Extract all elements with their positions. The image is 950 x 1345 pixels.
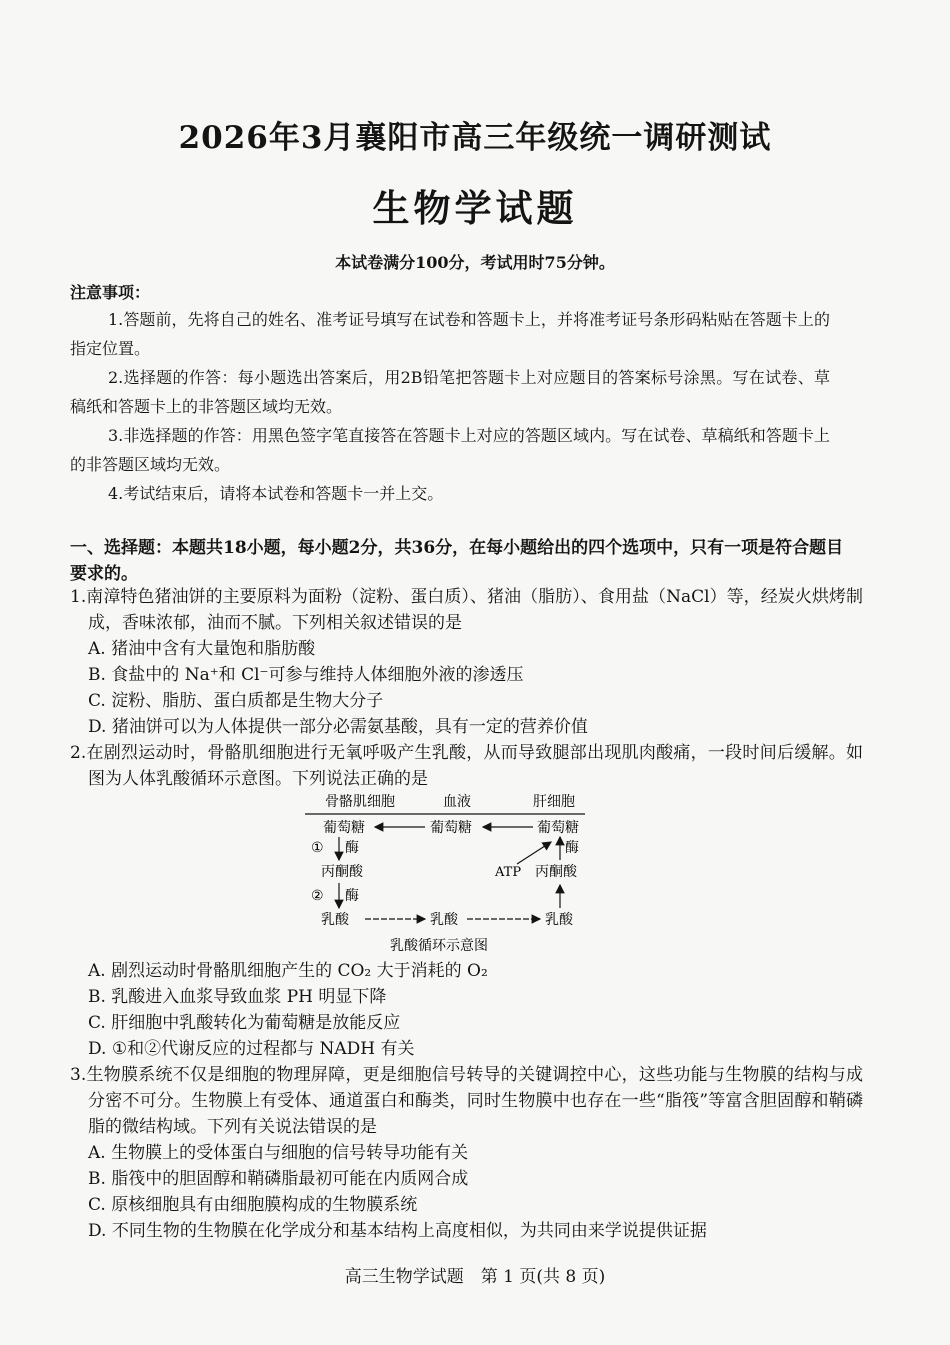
notice-item-1: 1.答题前，先将自己的姓名、准考证号填写在试卷和答题卡上，并将准考证号条形码粘贴在答题卡上的指定位置。: [70, 310, 830, 358]
section-heading: 一、选择题：本题共18小题，每小题2分，共36分，在每小题给出的四个选项中，只有一项是符合题目要求的。: [70, 538, 844, 584]
fig-col-liver: 肝细胞: [533, 794, 575, 810]
fig-col-blood: 血液: [443, 794, 471, 810]
notice-item-4: 4.考试结束后，请将本试卷和答题卡一并上交。: [108, 484, 444, 503]
page-footer: 高三生物学试题 第 1 页(共 8 页): [344, 1267, 606, 1287]
q2-option-d: D. ①和②代谢反应的过程都与 NADH 有关: [88, 1039, 415, 1059]
fig-arrow-atp: [517, 842, 551, 864]
fig-enzyme1: 酶: [345, 840, 359, 856]
q3-stem: 3.生物膜系统不仅是细胞的物理屏障，更是细胞信号转导的关键调控中心，这些功能与生物膜的结构与成分密不可分。生物膜上有受体、通道蛋白和酶类，同时生物膜中也存在一些“脂筏”等富含胆固醇和鞘磷脂的微结构域。下列有关说法错误的是: [70, 1065, 863, 1137]
fig-enzyme3: 酶: [565, 840, 579, 856]
q1-option-d: D. 猪油饼可以为人体提供一部分必需氨基酸，具有一定的营养价值: [88, 717, 588, 737]
notice-item-3: 3.非选择题的作答：用黑色签字笔直接答在答题卡上对应的答题区域内。写在试卷、草稿纸和答题卡上的非答题区域均无效。: [70, 426, 830, 474]
fig-step2: ②: [311, 888, 324, 904]
q3-option-a: A. 生物膜上的受体蛋白与细胞的信号转导功能有关: [88, 1143, 469, 1163]
fig-step1: ①: [311, 840, 324, 856]
fig-blood-glucose: 葡萄糖: [430, 820, 472, 836]
fig-liver-lactate: 乳酸: [545, 912, 573, 928]
exam-title: 2026年3月襄阳市高三年级统一调研测试: [178, 120, 772, 156]
fig-caption: 乳酸循环示意图: [390, 938, 488, 954]
q2-option-c: C. 肝细胞中乳酸转化为葡萄糖是放能反应: [88, 1013, 401, 1033]
fig-muscle-pyruvate: 丙酮酸: [321, 864, 363, 880]
fig-muscle-glucose: 葡萄糖: [323, 820, 365, 836]
fig-liver-glucose: 葡萄糖: [537, 820, 579, 836]
notice-item-2: 2.选择题的作答：每小题选出答案后，用2B铅笔把答题卡上对应题目的答案标号涂黑。写在试卷、草稿纸和答题卡上的非答题区域均无效。: [70, 368, 830, 416]
fig-atp: ATP: [495, 865, 522, 880]
lactate-cycle-diagram: [295, 790, 615, 960]
q3-option-b: B. 脂筏中的胆固醇和鞘磷脂最初可能在内质网合成: [88, 1169, 469, 1189]
subject-title: 生物学试题: [372, 186, 578, 230]
q2-option-a: A. 剧烈运动时骨骼肌细胞产生的 CO₂ 大于消耗的 O₂: [88, 961, 488, 981]
q1-option-a: A. 猪油中含有大量饱和脂肪酸: [88, 639, 316, 659]
fig-enzyme2: 酶: [345, 888, 359, 904]
fig-blood-lactate: 乳酸: [430, 912, 458, 928]
q2-option-b: B. 乳酸进入血浆导致血浆 PH 明显下降: [88, 987, 387, 1007]
fig-liver-pyruvate: 丙酮酸: [535, 864, 577, 880]
q2-stem: 2.在剧烈运动时，骨骼肌细胞进行无氧呼吸产生乳酸，从而导致腿部出现肌肉酸痛，一段时间后缓解。如图为人体乳酸循环示意图。下列说法正确的是: [70, 743, 863, 789]
q1-stem: 1.南漳特色猪油饼的主要原料为面粉（淀粉、蛋白质）、猪油（脂肪）、食用盐（NaCl）等，经炭火烘烤制成，香味浓郁，油而不腻。下列相关叙述错误的是: [70, 587, 863, 633]
q1-option-b: B. 食盐中的 Na⁺和 Cl⁻可参与维持人体细胞外液的渗透压: [88, 665, 524, 685]
score-info: 本试卷满分100分，考试用时75分钟。: [335, 253, 615, 272]
q3-option-d: D. 不同生物的生物膜在化学成分和基本结构上高度相似，为共同由来学说提供证据: [88, 1221, 707, 1241]
fig-col-muscle: 骨骼肌细胞: [325, 794, 395, 810]
fig-muscle-lactate: 乳酸: [321, 912, 349, 928]
notice-heading: 注意事项：: [70, 283, 151, 302]
q1-option-c: C. 淀粉、脂肪、蛋白质都是生物大分子: [88, 691, 384, 711]
q3-option-c: C. 原核细胞具有由细胞膜构成的生物膜系统: [88, 1195, 418, 1215]
